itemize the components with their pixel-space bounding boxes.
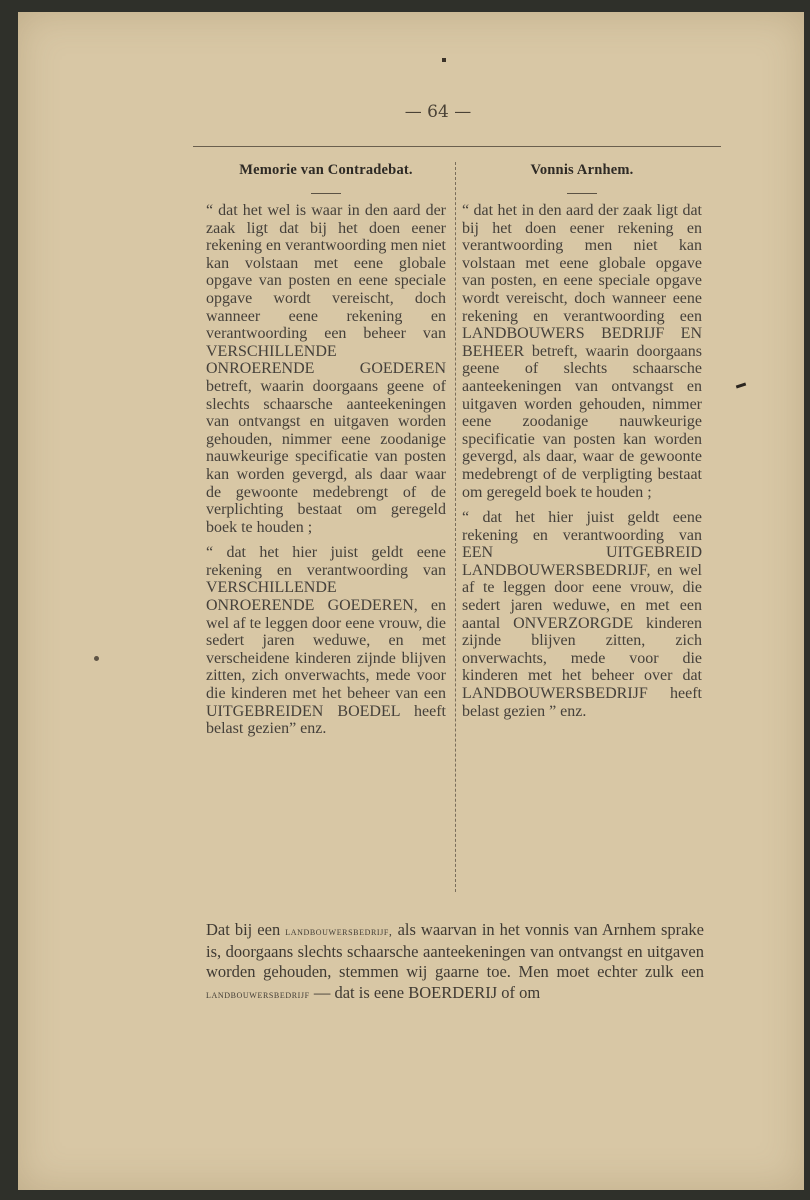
left-paragraph-2: “ dat het hier juist geldt eene rekening en verantwoording van VERSCHILLENDE ONROERENDE GOEDEREN, en wel af te leggen door eene vrouw, die sedert jaren weduwe, en met verscheidene kinderen zijnde blijven zitten, zich onverwachts, mede voor die kinderen met het beheer van een UITGEBREIDEN BOEDEL heeft belast gezien” enz. (206, 544, 446, 738)
document-page (18, 12, 804, 1190)
left-column (206, 162, 446, 738)
page-nick (442, 58, 446, 62)
page-number: — 64 — (404, 102, 472, 122)
bottom-paragraph (206, 920, 704, 1004)
page-speck (94, 656, 99, 661)
bottom-text-2: als waarvan in het vonnis van Arnhem sprake is, doorgaans slechts schaarsche aanteekeningen van ontvangst en uitgaven worden gehouden, stemmen wij gaarne toe. Men moet echter zulk een (206, 920, 705, 982)
right-paragraph-2: “ dat het hier juist geldt eene rekening en verantwoording van EEN UITGEBREID LANDBOUWERSBEDRIJF, en wel af te leggen door eene vrouw, die sedert jaren weduwe, en met een aantal ONVERZORGDE kinderen zijnde blijven zitten, zich onverwachts, mede voor die kinderen met het beheer over dat LANDBOUWERSBEDRIJF heeft belast gezien ” enz. (462, 509, 702, 720)
header-rule (193, 146, 721, 147)
right-paragraph-1: “ dat het in den aard der zaak ligt dat bij het doen eener rekening en verantwoording men niet kan volstaan met eene globale opgave van posten, en eene speciale opgave wordt vereischt, doch wanneer eene rekening en verantwoording een LANDBOUWERS BEDRIJF EN BEHEER betreft, waarin doorgaans geene of slechts schaarsche aanteekeningen van ontvangst en uitgaven worden gehouden, nimmer eene zoodanige nauwkeurige specificatie van posten kan worden gevergd, als daar, waar de gewoonte medebrengt of de verpligting bestaat om geregeld boek te houden ; (462, 202, 702, 501)
right-column (462, 162, 702, 720)
term-landbouwersbedrijf-1: landbouwersbedrijf, (285, 924, 393, 938)
bottom-text-3: — dat is eene BOERDERIJ of om (313, 982, 541, 1002)
left-heading-rule (311, 193, 341, 194)
left-paragraph-1: “ dat het wel is waar in den aard der zaak ligt dat bij het doen eener rekening en verantwoording men niet kan volstaan met eene globale opgave van posten en eene speciale opgave wordt vereischt, doch wanneer eene rekening en verantwoording een beheer van VERSCHILLENDE ONROERENDE GOEDEREN betreft, waarin doorgaans geene of slechts schaarsche aanteekeningen van ontvangst en uitgaven worden gehouden, nimmer eene zoodanige nauwkeurige specificatie van posten kan worden gevergd, als daar waar de gewoonte medebrengt of de verplichting bestaat om geregeld boek te houden ; (206, 202, 446, 536)
term-landbouwersbedrijf-2: landbouwersbedrijf (206, 986, 310, 1001)
left-column-heading: Memorie van Contradebat. (239, 162, 413, 178)
column-divider (455, 162, 456, 892)
bottom-text-1: Dat bij een (206, 920, 281, 939)
right-column-heading: Vonnis Arnhem. (530, 162, 634, 178)
page-ink-mark (736, 383, 746, 389)
right-heading-rule (567, 193, 597, 194)
